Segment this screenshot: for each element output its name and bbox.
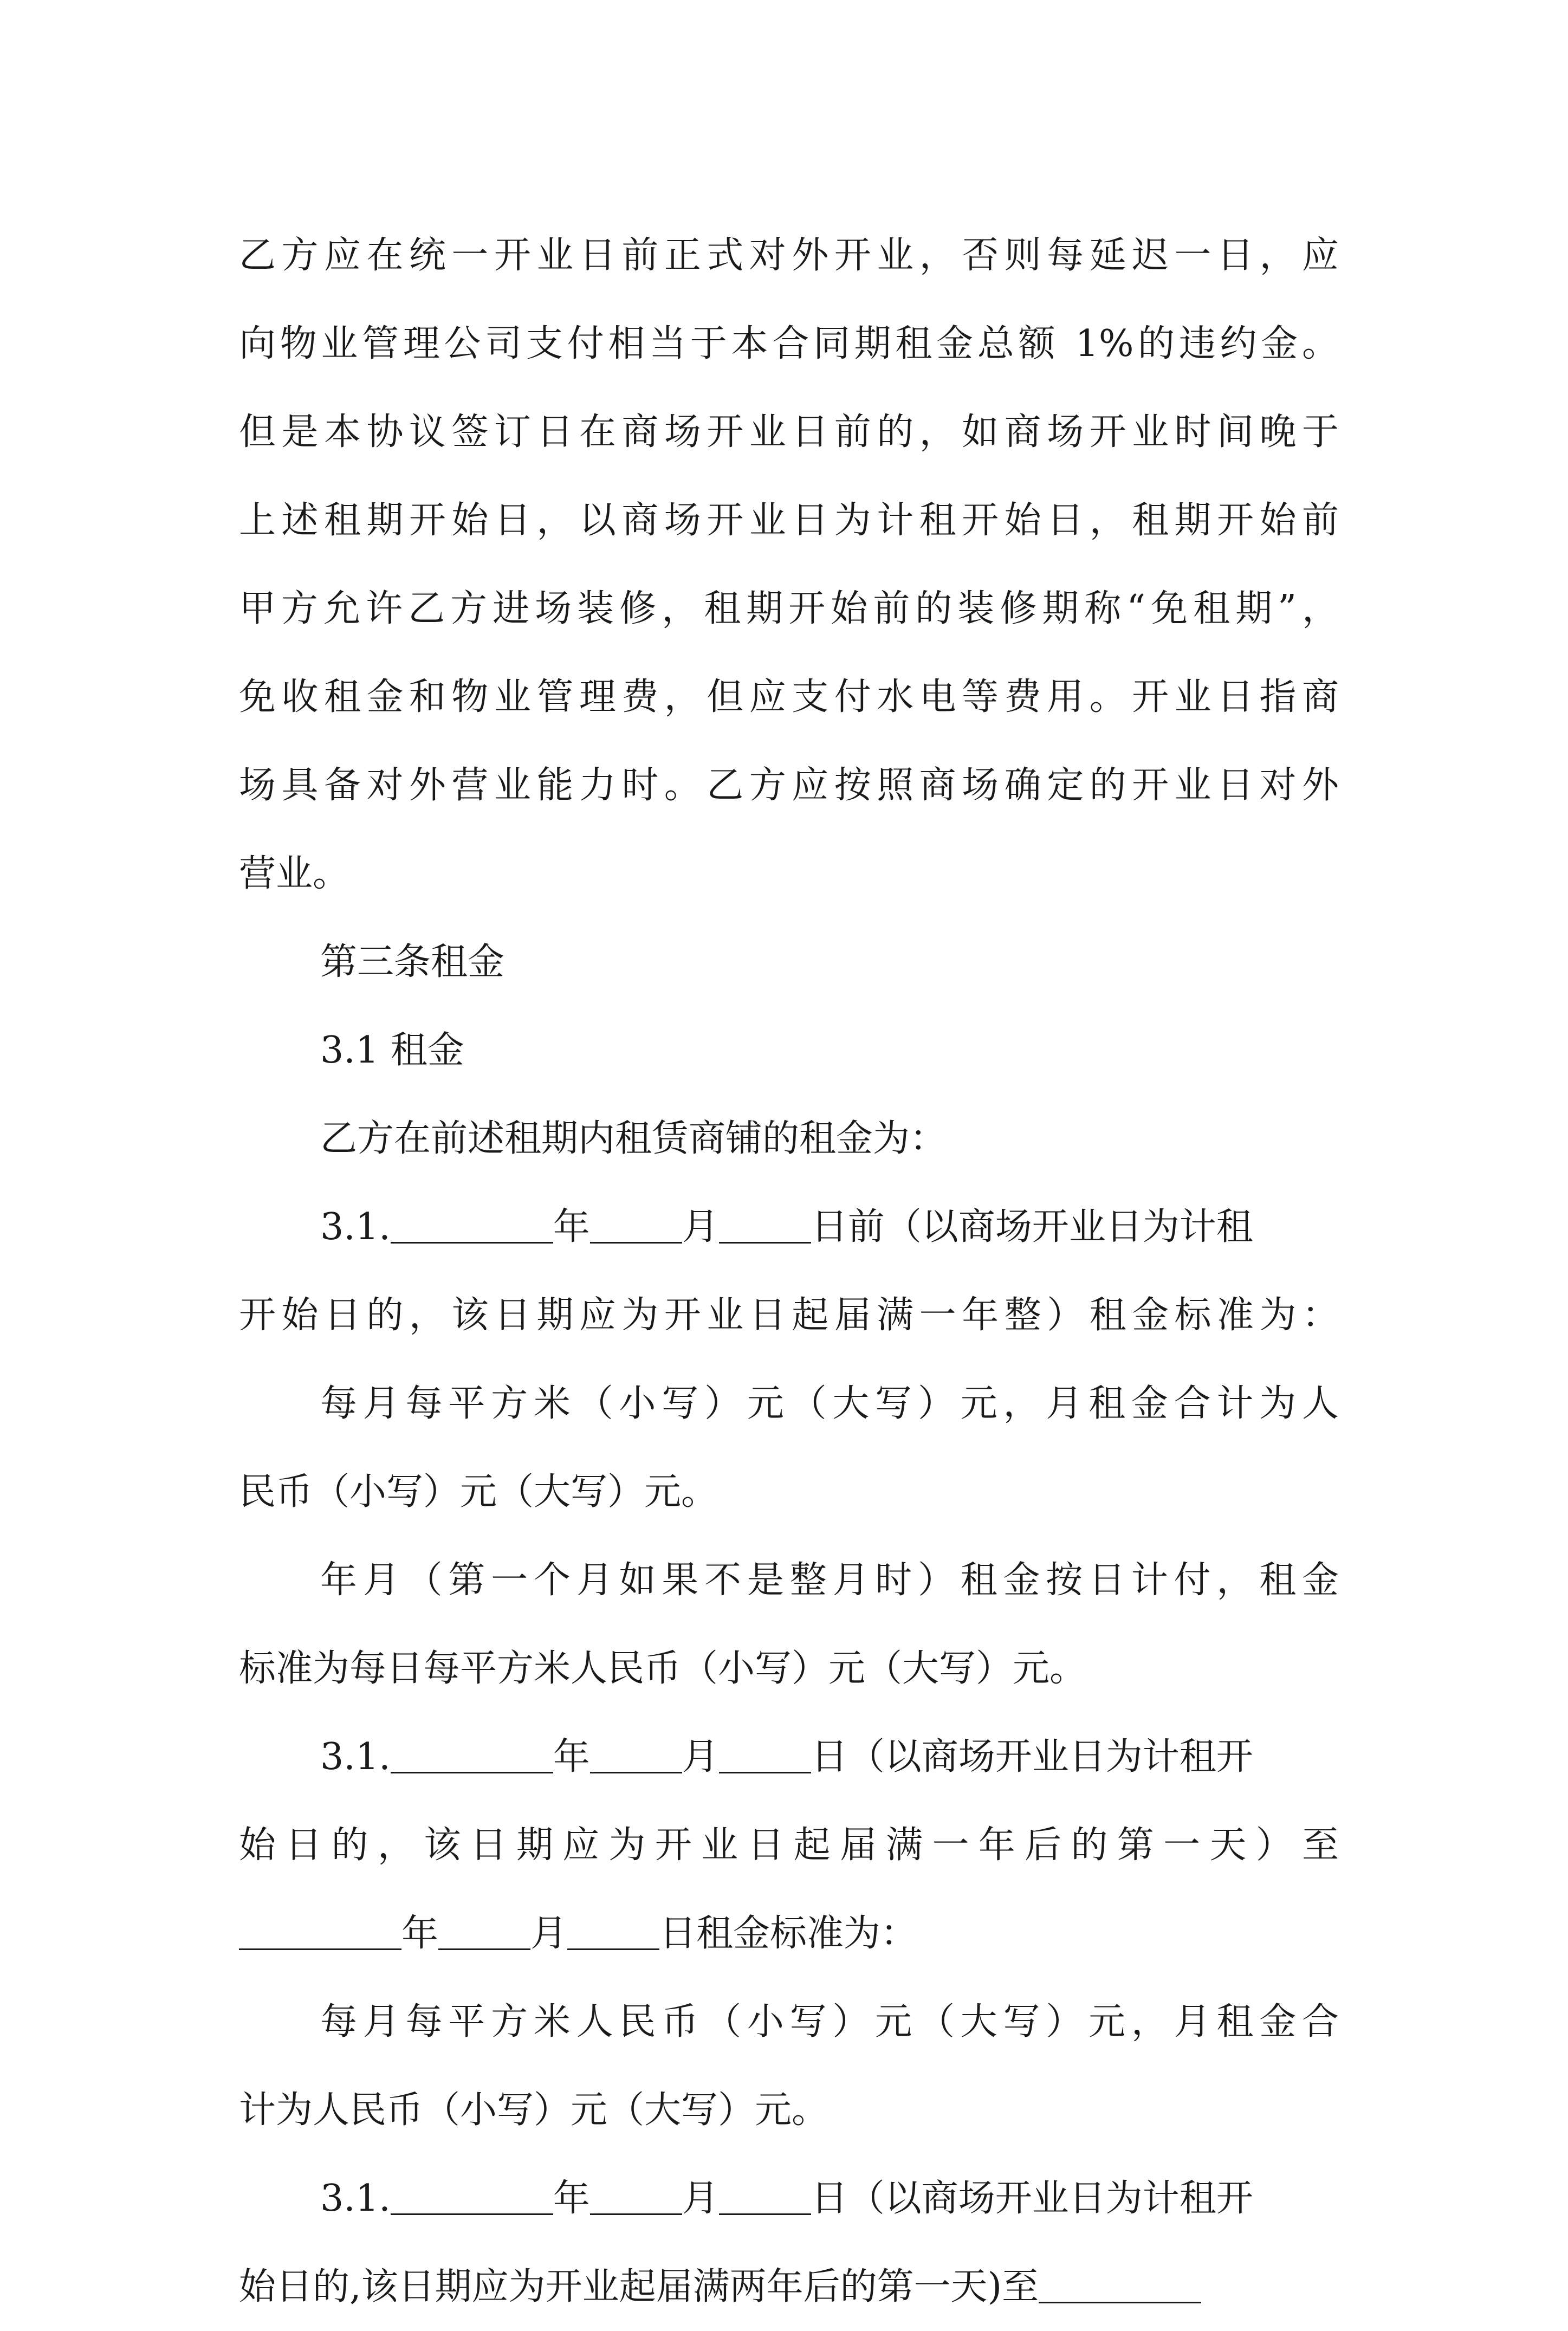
month-label: 月 bbox=[682, 2177, 719, 2220]
day-blank bbox=[567, 1910, 659, 1950]
paragraph-line: 开始日的，该日期应为开业日起届满一年整）租金标准为： bbox=[239, 1294, 1339, 1337]
paragraph-line: 向物业管理公司支付相当于本合同期租金总额 1%的违约金。 bbox=[239, 322, 1339, 365]
paragraph-line: 甲方允许乙方进场装修，租期开始前的装修期称“免租期”， bbox=[239, 587, 1339, 630]
paragraph-line: 乙方应在统一开业日前正式对外开业，否则每延迟一日，应 bbox=[239, 234, 1339, 277]
section-heading: 3.1 租金 bbox=[320, 1029, 464, 1072]
month-blank bbox=[590, 1203, 682, 1244]
paragraph-line: 免收租金和物业管理费，但应支付水电等费用。开业日指商 bbox=[239, 676, 1339, 718]
day-blank bbox=[719, 2175, 811, 2215]
item2-end-date-line bbox=[239, 1889, 1339, 1978]
month-blank bbox=[590, 1733, 682, 1773]
paragraph-line: 但是本协议签订日在商场开业日前的，如商场开业时间晚于 bbox=[239, 411, 1339, 454]
paragraph-line: 每月每平方米（小写）元（大写）元，月租金合计为人 bbox=[320, 1382, 1339, 1425]
year-label: 年 bbox=[553, 2177, 590, 2220]
year-blank bbox=[391, 2175, 553, 2215]
item3-date-line bbox=[239, 2154, 1339, 2243]
day-tail: 日前（以商场开业日为计租 bbox=[811, 1206, 1253, 1248]
paragraph-line: 标准为每日每平方米人民币（小写）元（大写）元。 bbox=[239, 1647, 1087, 1690]
month-blank bbox=[438, 1910, 530, 1950]
item-prefix: 3.1. bbox=[320, 1736, 391, 1778]
item-prefix: 3.1. bbox=[320, 2177, 391, 2220]
day-blank bbox=[719, 1203, 811, 1244]
day-tail: 日（以商场开业日为计租开 bbox=[811, 1736, 1253, 1778]
end-date-blank bbox=[1039, 2263, 1201, 2303]
paragraph-line: 民币（小写）元（大写）元。 bbox=[239, 1471, 718, 1513]
day-tail: 日（以商场开业日为计租开 bbox=[811, 2177, 1253, 2220]
article-heading: 第三条租金 bbox=[320, 941, 505, 983]
year-blank bbox=[391, 1203, 553, 1244]
item2-date-line bbox=[239, 1713, 1339, 1801]
paragraph-line: 上述租期开始日，以商场开业日为计租开始日，租期开始前 bbox=[239, 499, 1339, 542]
day-blank bbox=[719, 1733, 811, 1773]
day-tail: 日租金标准为： bbox=[659, 1912, 918, 1955]
year-label: 年 bbox=[553, 1206, 590, 1248]
item3-line2 bbox=[239, 2243, 1339, 2331]
month-label: 月 bbox=[682, 1736, 719, 1778]
paragraph-line: 计为人民币（小写）元（大写）元。 bbox=[239, 2089, 829, 2132]
month-label: 月 bbox=[682, 1206, 719, 1248]
contract-text bbox=[239, 211, 1339, 2331]
year-blank bbox=[391, 1733, 553, 1773]
paragraph-line: 始日的，该日期应为开业日起届满一年后的第一天）至 bbox=[239, 1824, 1339, 1867]
item1-date-line bbox=[239, 1183, 1339, 1271]
paragraph-text: 始日的,该日期应为开业起届满两年后的第一天)至 bbox=[239, 2265, 1039, 2308]
paragraph-line: 场具备对外营业能力时。乙方应按照商场确定的开业日对外 bbox=[239, 764, 1339, 807]
year-blank bbox=[239, 1910, 401, 1950]
item-prefix: 3.1. bbox=[320, 1206, 391, 1248]
year-label: 年 bbox=[553, 1736, 590, 1778]
paragraph-line: 营业。 bbox=[239, 852, 350, 895]
paragraph-line: 每月每平方米人民币（小写）元（大写）元，月租金合 bbox=[320, 2000, 1339, 2043]
month-blank bbox=[590, 2175, 682, 2215]
paragraph-line: 年月（第一个月如果不是整月时）租金按日计付，租金 bbox=[320, 1559, 1339, 1602]
month-label: 月 bbox=[530, 1912, 568, 1955]
year-label: 年 bbox=[401, 1912, 439, 1955]
intro-line: 乙方在前述租期内租赁商铺的租金为： bbox=[320, 1117, 947, 1160]
